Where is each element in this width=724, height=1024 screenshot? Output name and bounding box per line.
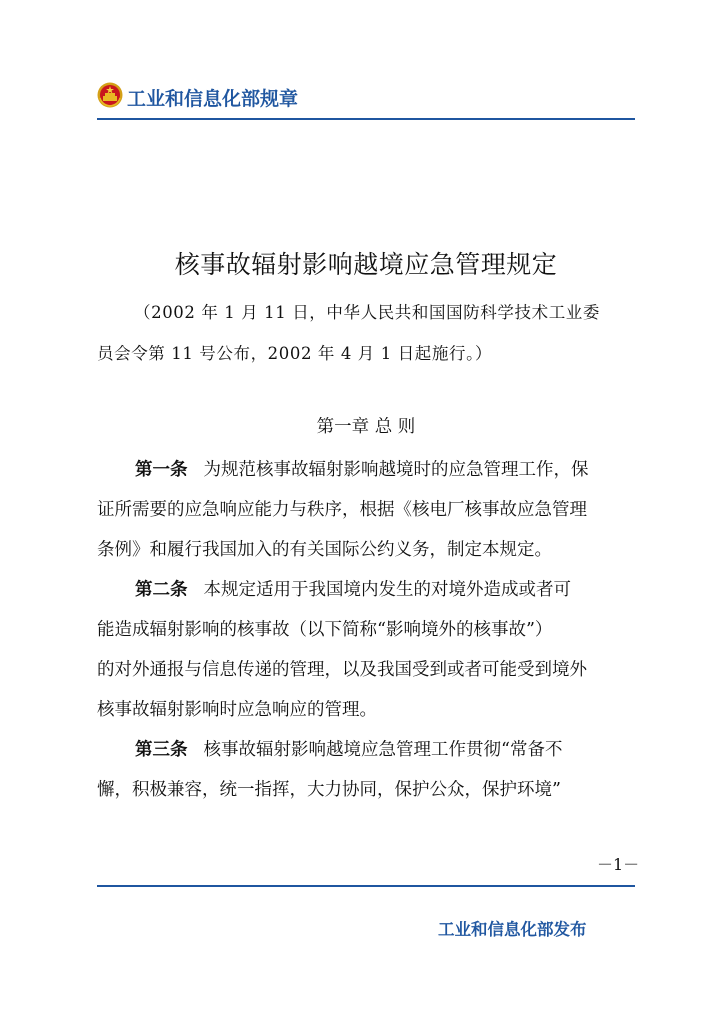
footer-publisher: 工业和信息化部发布 [438, 920, 587, 939]
article-3-label: 第三条 [135, 740, 188, 760]
document-meta-line-2: 员会令第 11 号公布，2002 年 4 月 1 日起施行。） [97, 344, 493, 363]
article-2-label: 第二条 [135, 580, 188, 600]
document-title: 核事故辐射影响越境应急管理规定 [174, 250, 558, 279]
article-1-line-2: 证所需要的应急响应能力与秩序，根据《核电厂核事故应急管理 [97, 500, 587, 520]
national-emblem-icon [97, 82, 123, 108]
article-1-label: 第一条 [135, 460, 188, 480]
page-header [97, 80, 635, 112]
page-number: －1－ [597, 855, 640, 874]
article-1-line-3: 条例》和履行我国加入的有关国际公约义务，制定本规定。 [97, 540, 552, 560]
footer-divider [97, 885, 635, 887]
article-2-line-4: 核事故辐射影响时应急响应的管理。 [97, 700, 377, 720]
article-2-line-1: 第二条 本规定适用于我国境内发生的对境外造成或者可 [135, 580, 571, 600]
article-3-line-1: 第三条 核事故辐射影响越境应急管理工作贯彻“常备不 [135, 740, 563, 760]
document-meta-line-1: （2002 年 1 月 11 日，中华人民共和国国防科学技术工业委 [134, 303, 601, 322]
header-divider [97, 118, 635, 120]
article-3-line-2: 懈，积极兼容，统一指挥，大力协同，保护公众，保护环境” [97, 780, 561, 800]
header-title: 工业和信息化部规章 [127, 88, 299, 110]
article-2-line-3: 的对外通报与信息传递的管理，以及我国受到或者可能受到境外 [97, 660, 587, 680]
article-2-line-2: 能造成辐射影响的核事故（以下简称“影响境外的核事故”） [97, 620, 553, 640]
article-1-line-1: 第一条 为规范核事故辐射影响越境时的应急管理工作，保 [135, 460, 589, 480]
chapter-heading: 第一章 总 则 [316, 417, 416, 437]
